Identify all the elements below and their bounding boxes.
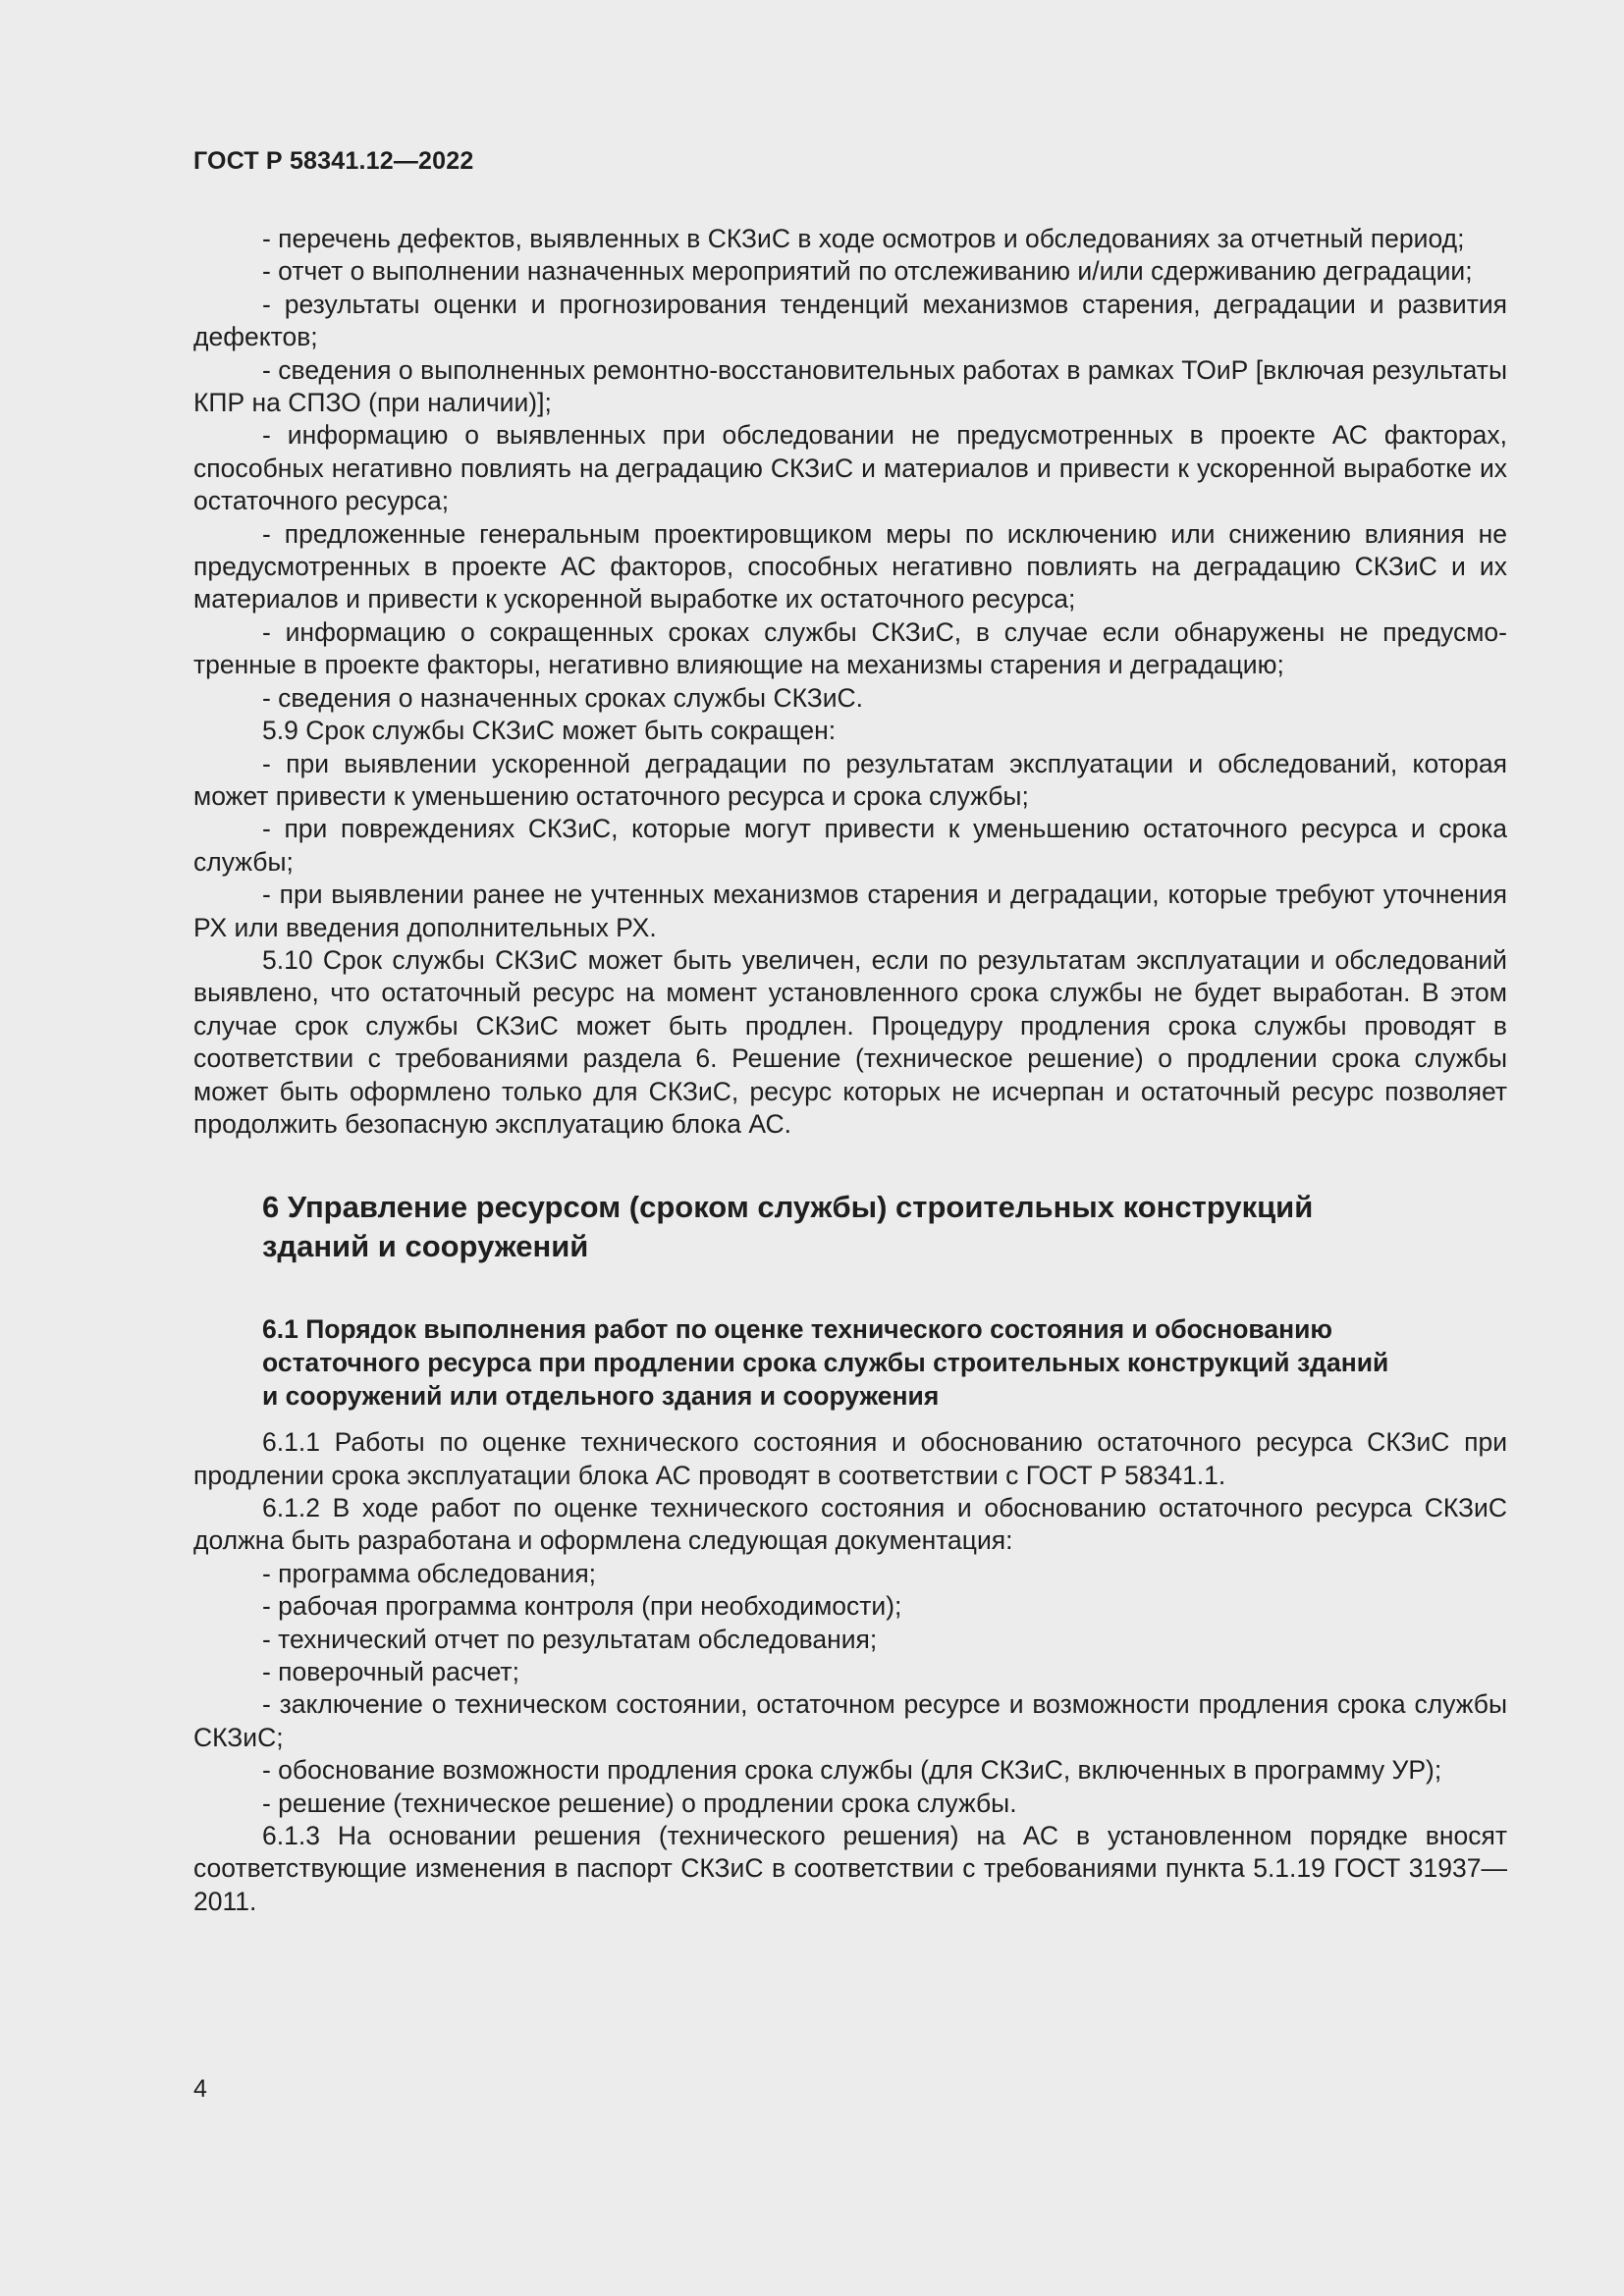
- document-code-header: ГОСТ Р 58341.12—2022: [193, 147, 474, 175]
- paragraph-list-item: - отчет о выполнении назначенных мероприятий по отслеживанию и/или сдерживанию деградации;: [262, 256, 1473, 287]
- section-6-title-line: зданий и сооружений: [262, 1229, 589, 1264]
- paragraph-list-item: - обоснование возможности продления срока службы (для СКЗиС, включенных в программу УР);: [262, 1755, 1442, 1786]
- paragraph-list-item: - программа обследования;: [262, 1558, 597, 1588]
- paragraph-list-item: - предложенные генеральным проектировщиком меры по исключению или снижению влияния не предусмотренных в проекте АС факторов, способных негативно повлиять на деградацию СКЗиС и их материалов и привести к ускоренной выработке их остаточного ресурса;: [193, 518, 1507, 614]
- section-6-title-line: 6 Управление ресурсом (сроком службы) строительных конструкций: [262, 1190, 1314, 1225]
- paragraph-list-item: - технический отчет по результатам обследования;: [262, 1624, 878, 1654]
- paragraph-list-item: - сведения о выполненных ремонтно-восстановительных работах в рамках ТОиР [включая результаты КПР на СПЗО (при наличии)];: [193, 354, 1507, 418]
- page-number: 4: [193, 2075, 207, 2103]
- paragraph-list-item: - информацию о сокращенных сроках службы СКЗиС, в случае если обнаружены не предусмотренные в проекте факторы, негативно влияющие на механизмы старения и деградацию;: [193, 616, 1507, 680]
- subsection-title-line: и сооружений или отдельного здания и сооружения: [262, 1380, 940, 1411]
- paragraph-list-item: - результаты оценки и прогнозирования тенденций механизмов старения, деградации и развития дефектов;: [193, 289, 1507, 352]
- clause-6-1-2: 6.1.2 В ходе работ по оценке технического состояния и обоснованию остаточного ресурса СКЗиС должна быть разработана и оформлена следующая документация:: [193, 1492, 1507, 1556]
- paragraph-list-item: - перечень дефектов, выявленных в СКЗиС в ходе осмотров и обследованиях за отчетный период;: [262, 224, 1465, 253]
- paragraph-list-item: - при выявлении ускоренной деградации по результатам эксплуатации и обследований, которая может привести к уменьшению остаточного ресурса и срока службы;: [193, 748, 1507, 811]
- subsection-title-line: остаточного ресурса при продлении срока службы строительных конструкций зданий: [262, 1347, 1389, 1377]
- subsection-title-line: 6.1 Порядок выполнения работ по оценке технического состояния и обоснованию: [262, 1314, 1333, 1345]
- paragraph-list-item: - сведения о назначенных сроках службы СКЗиС.: [262, 682, 864, 713]
- clause-6-1-1: 6.1.1 Работы по оценке технического состояния и обоснованию остаточного ресурса СКЗиС при продлении срока эксплуатации блока АС проводят в соответствии с ГОСТ Р 58341.1.: [193, 1427, 1507, 1490]
- paragraph-list-item: - при повреждениях СКЗиС, которые могут привести к уменьшению остаточного ресурса и срока службы;: [193, 814, 1507, 877]
- clause-6-1-3: 6.1.3 На основании решения (технического решения) на АС в установленном порядке вносят соответствующие изменения в паспорт СКЗиС в соответствии с требованиями пункта 5.1.19 ГОСТ 31937—2011.: [193, 1821, 1507, 1916]
- paragraph-list-item: - заключение о техническом состоянии, остаточном ресурсе и возможности продления срока службы СКЗиС;: [193, 1689, 1507, 1752]
- paragraph-list-item: - рабочая программа контроля (при необходимости);: [262, 1591, 902, 1622]
- subsection-6-1-title: [262, 1313, 1507, 1413]
- section-6-title: [262, 1188, 1507, 1266]
- page-content: [193, 223, 1507, 1918]
- paragraph-list-item: - информацию о выявленных при обследовании не предусмотренных в проекте АС факторах, способных негативно повлиять на деградацию СКЗиС и материалов и привести к ускоренной выработке их остаточного ресурса;: [193, 420, 1507, 516]
- paragraph-list-item: - при выявлении ранее не учтенных механизмов старения и деградации, которые требуют уточнения РХ или введения дополнительных РХ.: [193, 880, 1507, 942]
- paragraph-list-item: - решение (техническое решение) о продлении срока службы.: [262, 1788, 1017, 1818]
- clause-5-10: 5.10 Срок службы СКЗиС может быть увеличен, если по результатам эксплуатации и обследований выявлено, что остаточный ресурс на момент установленного срока службы не будет выработан. В этом случае срок службы СКЗиС может быть продлен. Процедуру продления срока службы проводят в соответствии с требованиями раздела 6. Решение (техническое решение) о продлении срока службы может быть оформлено только для СКЗиС, ресурс которых не исчерпан и остаточный ресурс позволяет продолжить безопасную эксплуатацию блока АС.: [193, 944, 1507, 1139]
- clause-5-9: 5.9 Срок службы СКЗиС может быть сокращен:: [262, 716, 837, 746]
- paragraph-list-item: - поверочный расчет;: [262, 1657, 519, 1686]
